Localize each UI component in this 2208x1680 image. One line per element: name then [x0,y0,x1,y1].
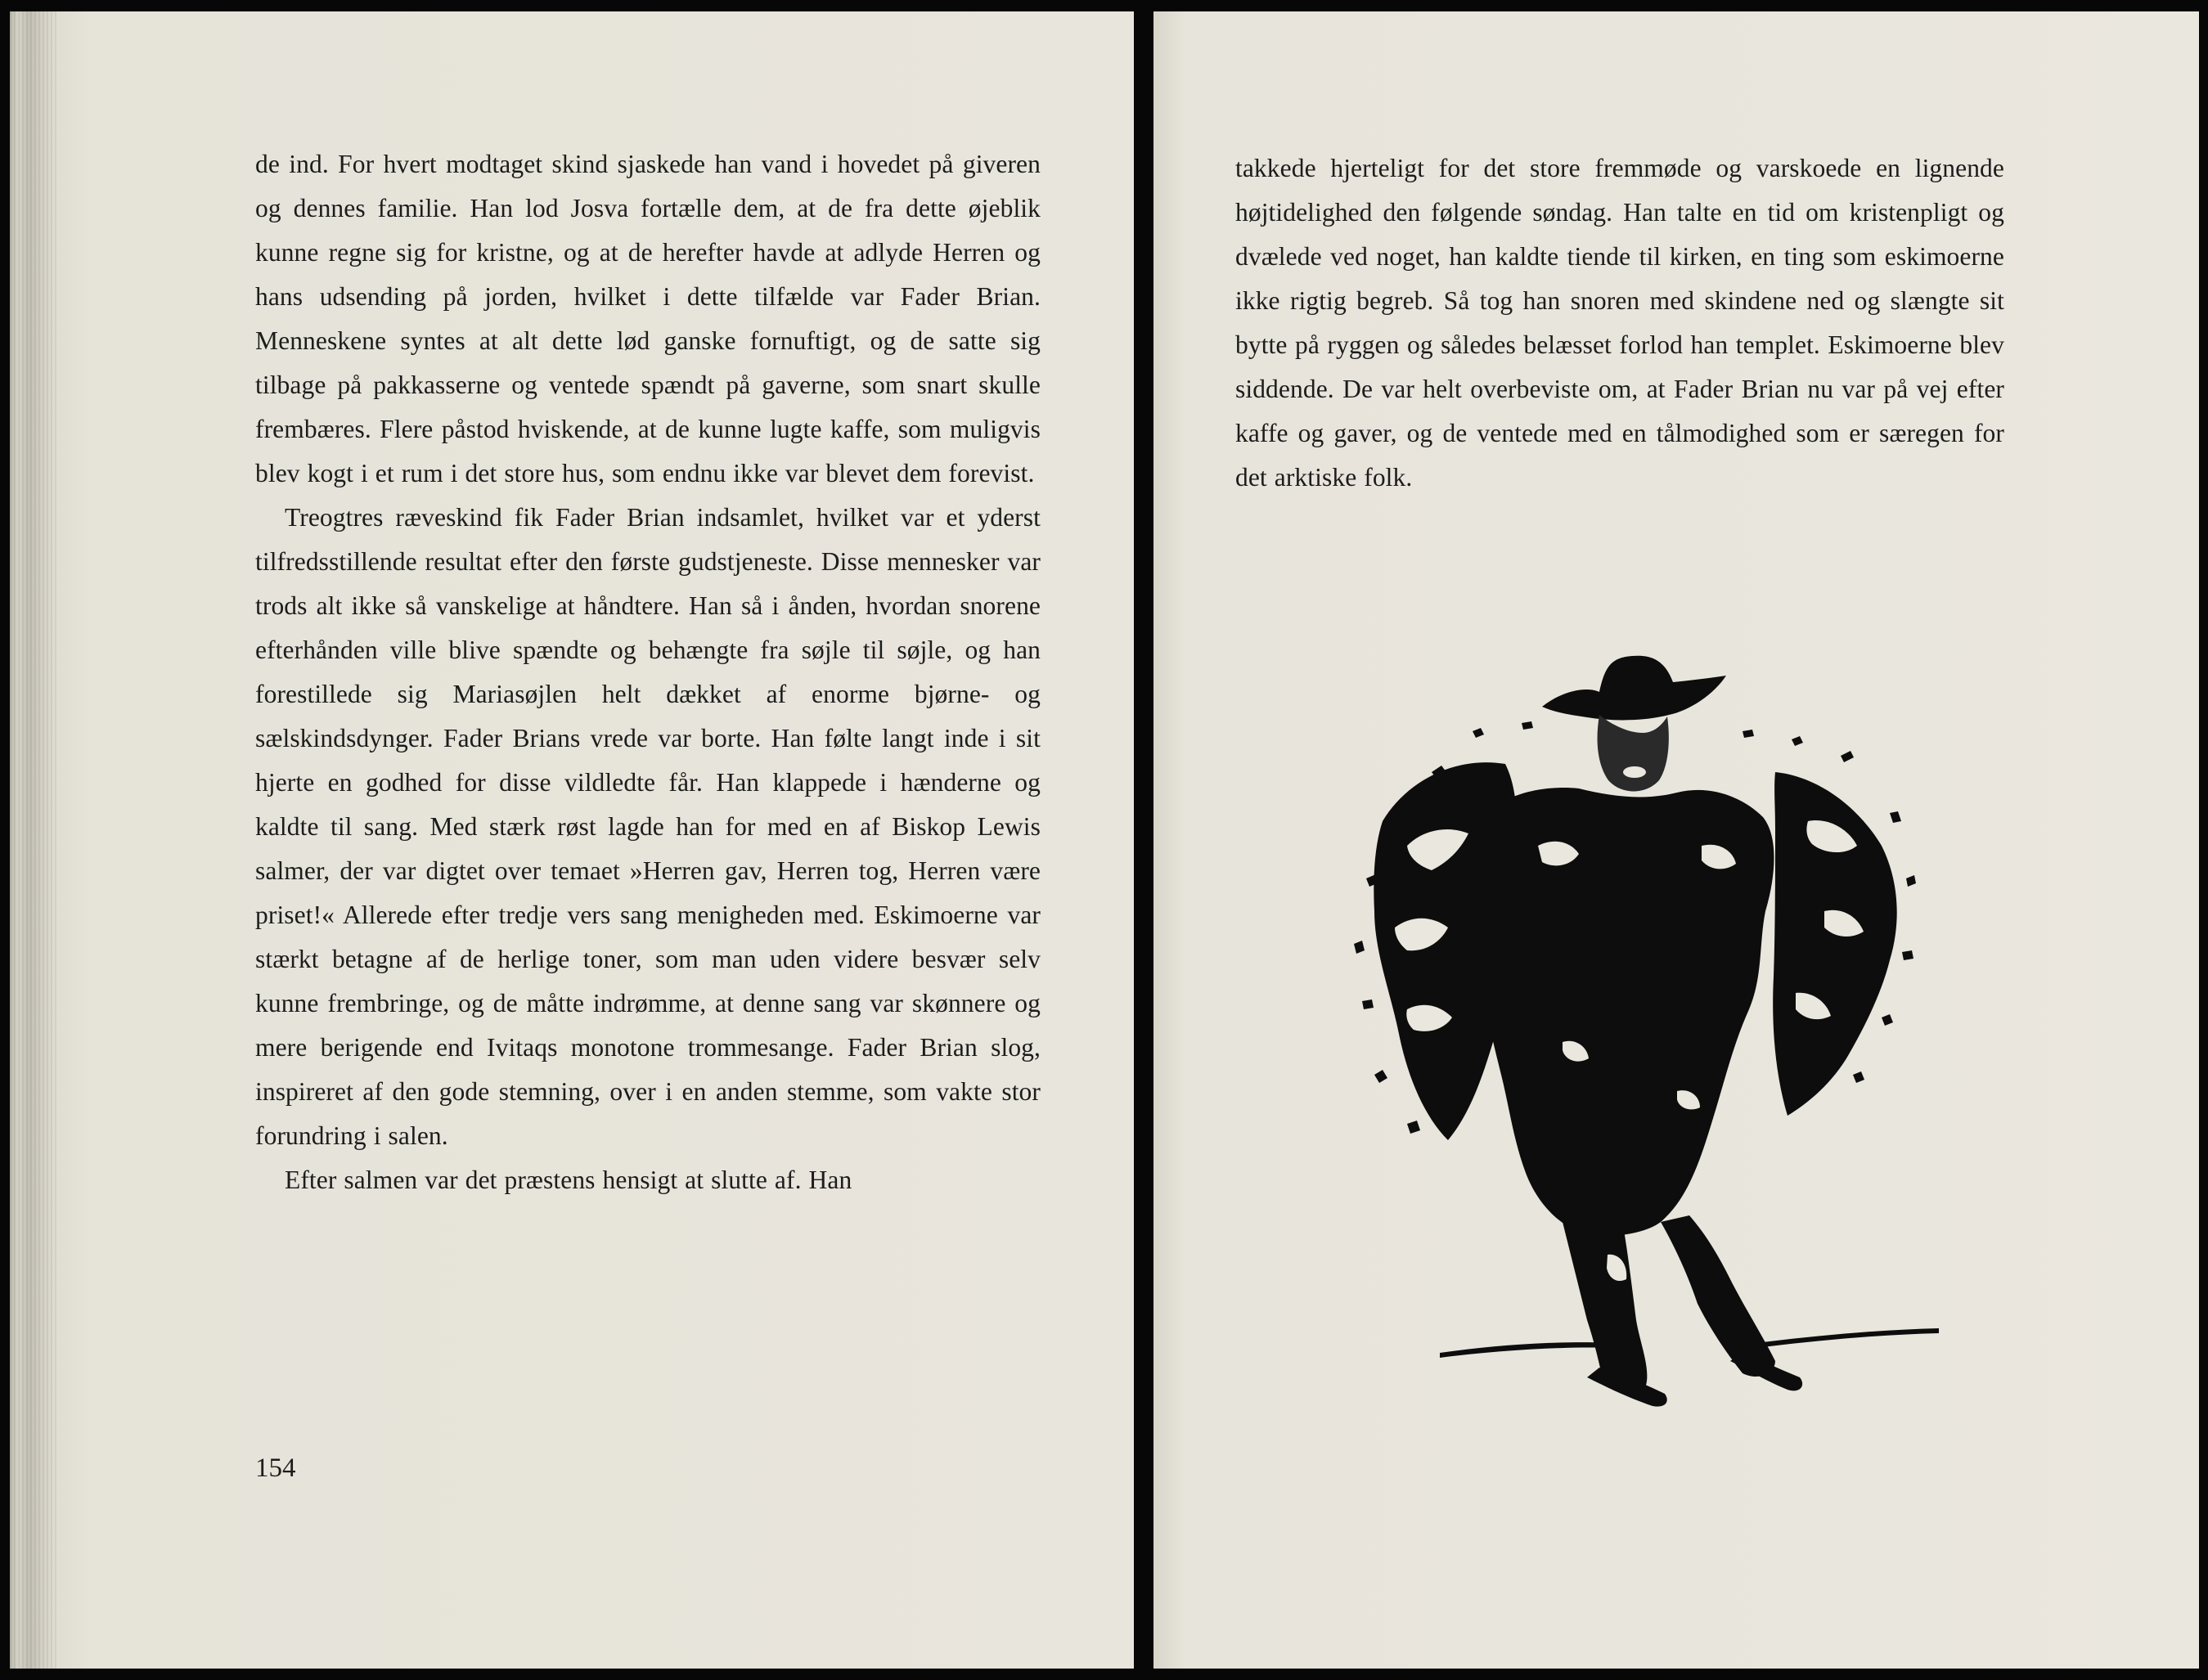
paragraph: Efter salmen var det præstens hensigt at slutte af. Han [285,1166,852,1194]
paragraph: takkede hjerteligt for det store fremmøde og varskoede en lignende højtidelighed den følgende søndag. Han talte en tid om kristenpligt og dvælede ved noget, han kaldte tiende til kirken, en ting som eskimoerne ikke rigtig begreb. Så tog han snoren med skindene ned og slængte sit bytte på ryggen og således belæsset forlod han templet. Eskimoerne blev siddende. De var helt overbeviste om, at Fader Brian nu var på vej efter kaffe og gaver, og de ventede med en tålmodighed som er særegen for det arktiske folk. [1235,154,2004,492]
right-page [1153,11,2199,1669]
left-page-text [255,142,1041,1202]
paragraph: de ind. For hvert modtaget skind sjaskede han vand i hovedet på giveren og dennes familie. Han lod Josva fortælle dem, at de fra dette øjeblik kunne regne sig for kristne, og at de herefter havde at adlyde Herren og hans udsending på jorden, hvilket i dette tilfælde var Fader Brian. Menneskene syntes at alt dette lød ganske fornuftigt, og de satte sig tilbage på pakkasserne og ventede spændt på gaverne, som snart skulle frembæres. Flere påstod hviskende, at de kunne lugte kaffe, som muligvis blev kogt i et rum i det store hus, som endnu ikke var blevet dem forevist. [255,150,1041,487]
paragraph: Treogtres ræveskind fik Fader Brian indsamlet, hvilket var et yderst tilfredsstillende resultat efter den første gudstjeneste. Disse mennesker var trods alt ikke så vanskelige at håndtere. Han så i ånden, hvordan snorene efterhånden ville blive spændte og behængte fra søjle til søjle, og han forestillede sig Mariasøjlen helt dækket af enorme bjørne- og sælskindsdynger. Fader Brians vrede var borte. Han følte langt inde i sit hjerte en godhed for disse vildledte får. Han klappede i hænderne og kaldte til sang. Med stærk røst lagde han for med en af Biskop Lewis salmer, der var digtet over temaet »Herren gav, Herren tog, Herren være priset!« Allerede efter tredje vers sang menigheden med. Eskimoerne var stærkt betagne af de herlige toner, som man uden videre besvær selv kunne frembringe, og de måtte indrømme, at denne sang var skønnere og mere berigende end Ivitaqs monotone trommesange. Fader Brian slog, inspireret af den gode stemning, over i en anden stemme, som vakte stor forundring i salen. [255,503,1041,1150]
priest-carrying-furs-illustration [1317,633,1972,1435]
left-page [10,11,1134,1669]
page-number: 154 [255,1453,296,1483]
right-page-text [1235,146,2004,500]
